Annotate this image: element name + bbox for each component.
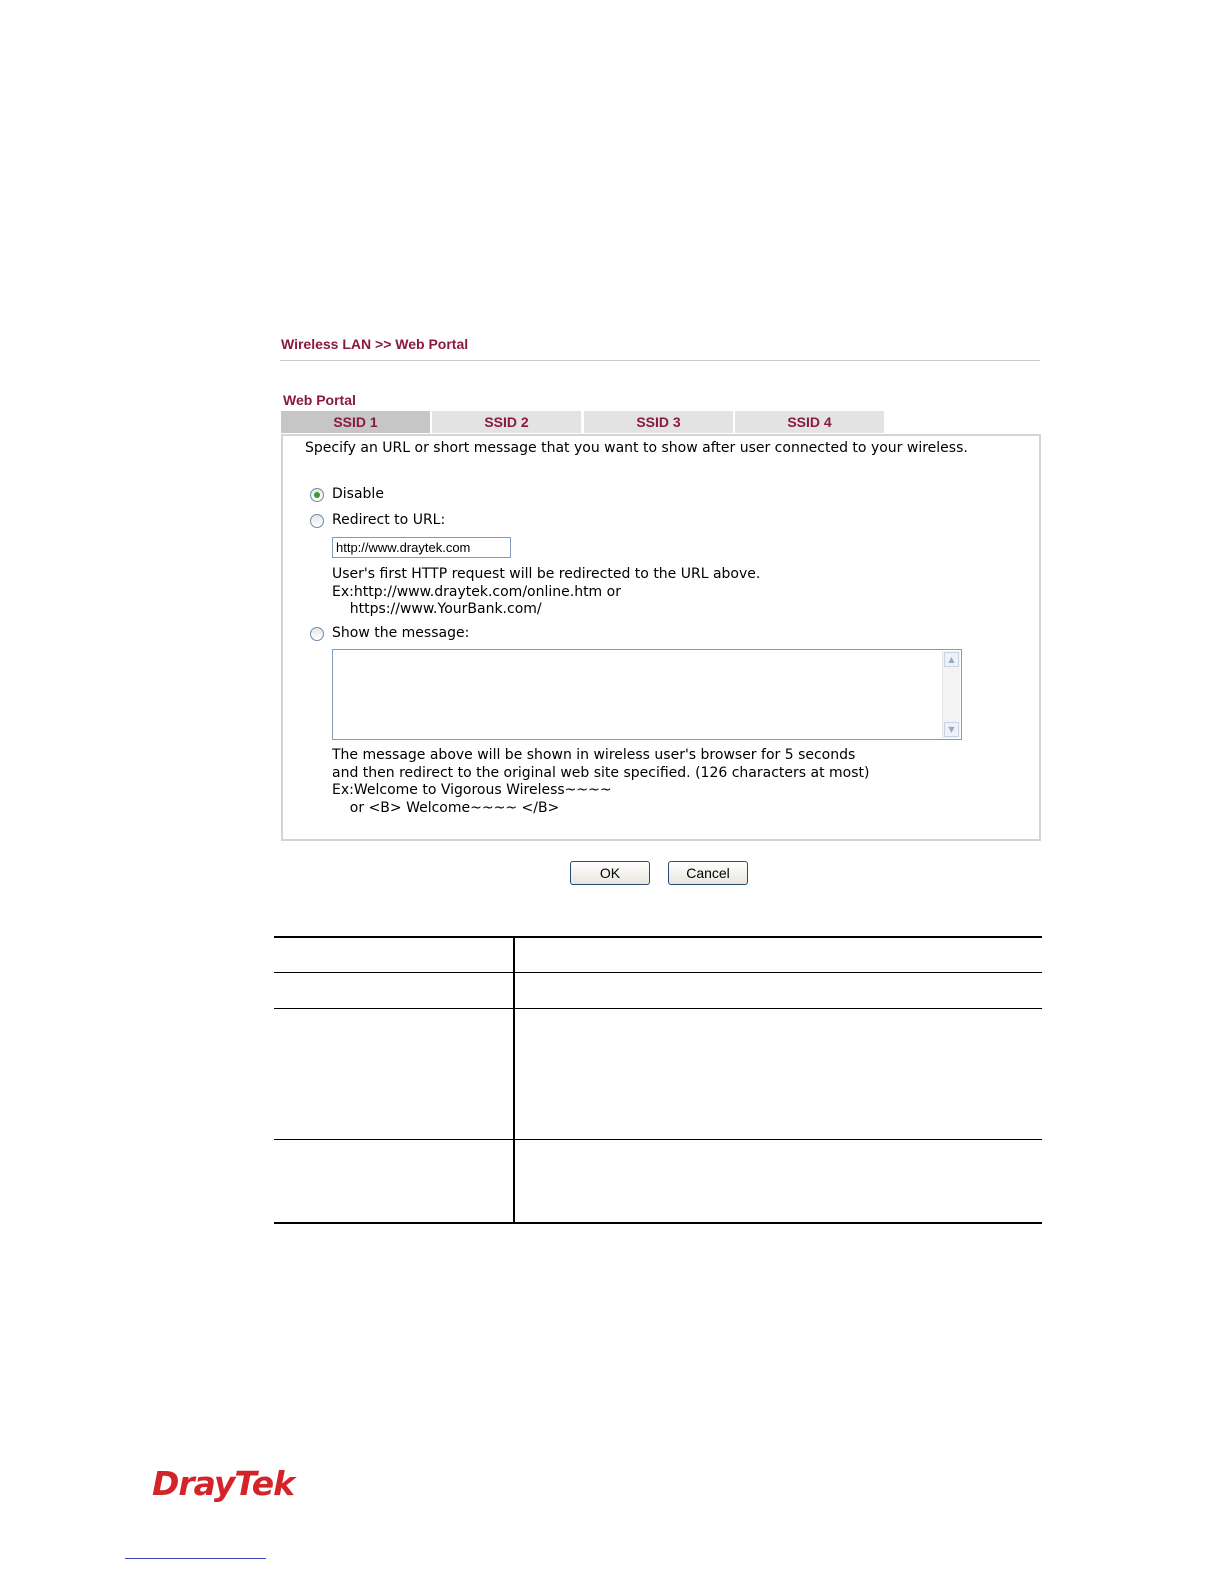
footer-link-underline: [125, 1558, 266, 1559]
redirect-help: [332, 566, 760, 619]
message-help-line-2: and then redirect to the original web site specified. (126 characters at most): [332, 764, 870, 781]
scroll-down-icon[interactable]: ▼: [944, 722, 959, 737]
cancel-button[interactable]: Cancel: [668, 861, 748, 885]
message-textarea[interactable]: [332, 649, 962, 740]
redirect-help-line-3: https://www.YourBank.com/: [332, 601, 542, 617]
redirect-help-line-1: User's first HTTP request will be redirected to the URL above.: [332, 566, 761, 582]
message-help-line-1: The message above will be shown in wireless user's browser for 5 seconds: [332, 747, 856, 763]
table-rule: [274, 1139, 1042, 1140]
tab-ssid-3[interactable]: SSID 3: [584, 411, 735, 433]
message-scrollbar[interactable]: [942, 651, 960, 738]
table-rule: [274, 1008, 1042, 1009]
redirect-url-input[interactable]: [332, 537, 511, 558]
table-rule: [274, 936, 1042, 938]
tab-ssid-1[interactable]: SSID 1: [281, 411, 432, 433]
tab-ssid-4[interactable]: SSID 4: [735, 411, 886, 433]
disable-label: Disable: [332, 486, 384, 502]
redirect-radio[interactable]: [310, 514, 324, 528]
redirect-label: Redirect to URL:: [332, 512, 446, 528]
draytek-logo: DrayTek: [152, 1464, 295, 1503]
table-column-divider: [513, 936, 515, 1223]
redirect-help-line-2: Ex:http://www.draytek.com/online.htm or: [332, 583, 621, 600]
tab-ssid-2[interactable]: SSID 2: [432, 411, 583, 433]
ok-button[interactable]: OK: [570, 861, 650, 885]
table-rule: [274, 1222, 1042, 1224]
message-help-line-4: or <B> Welcome~~~~ </B>: [332, 799, 560, 816]
message-help: [332, 747, 869, 817]
intro-text: Specify an URL or short message that you want to show after user connected to your wireless.: [305, 440, 968, 456]
section-title: Web Portal: [283, 392, 356, 408]
message-help-line-3: Ex:Welcome to Vigorous Wireless~~~~: [332, 782, 612, 798]
message-label: Show the message:: [332, 625, 470, 641]
message-radio[interactable]: [310, 627, 324, 641]
header-divider: [280, 360, 1040, 361]
scroll-up-icon[interactable]: ▲: [944, 652, 959, 667]
breadcrumb: Wireless LAN >> Web Portal: [281, 336, 469, 352]
disable-radio[interactable]: [310, 488, 324, 502]
table-rule: [274, 972, 1042, 973]
